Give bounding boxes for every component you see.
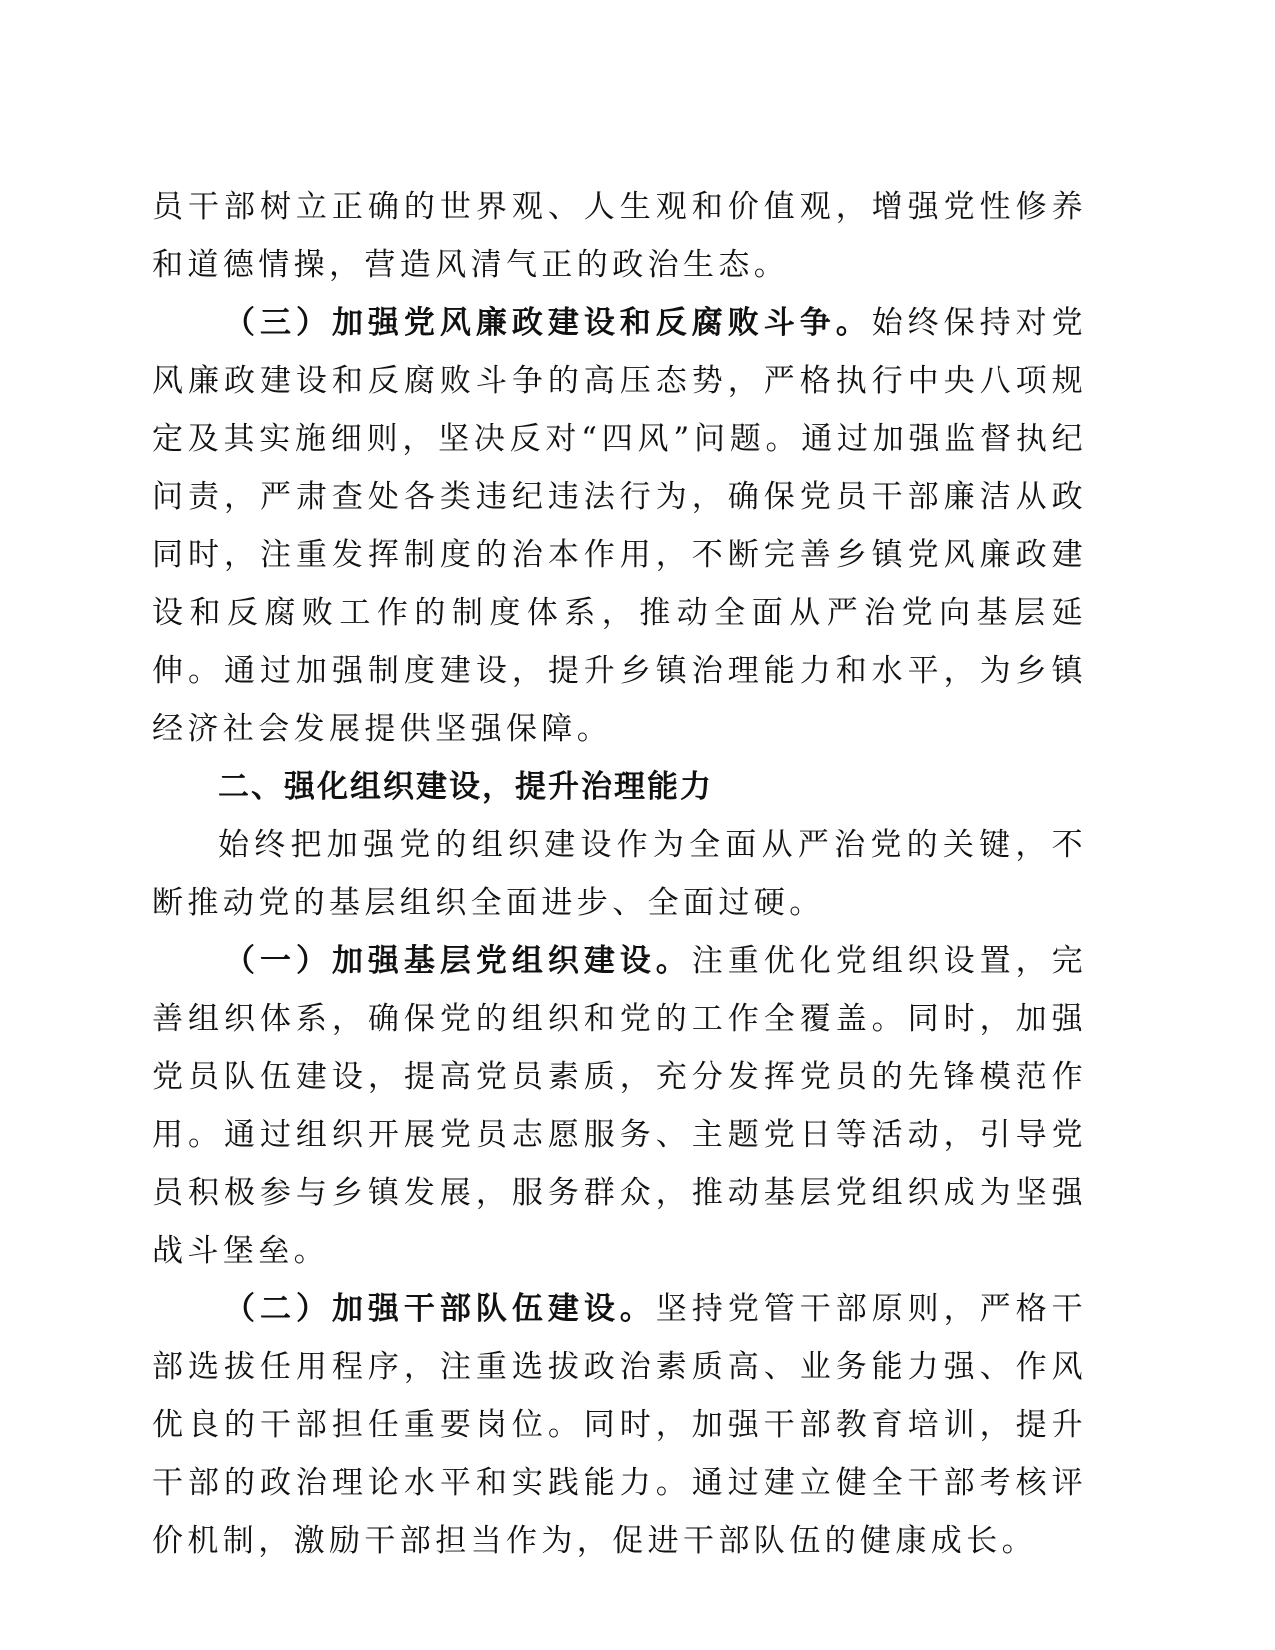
- section-1-3-body: 始终保持对党风廉政建设和反腐败斗争的高压态势，严格执行中央八项规定及其实施细则，坚决反对“四风”问题。通过加强监督执纪问责，严肃查处各类违纪违法行为，确保党员干部廉洁从政同时，注重发挥制度的治本作用，不断完善乡镇党风廉政建设和反腐败工作的制度体系，推动全面从严治党向基层延伸。通过加强制度建设，提升乡镇治理能力和水平，为乡镇经济社会发展提供坚强保障。: [152, 305, 1087, 747]
- paragraph-section-1-3: [152, 294, 1087, 758]
- section-2-1-body: 注重优化党组织设置，完善组织体系，确保党的组织和党的工作全覆盖。同时，加强党员队伍建设，提高党员素质，充分发挥党员的先锋模范作用。通过组织开展党员志愿服务、主题党日等活动，引导党员积极参与乡镇发展，服务群众，推动基层党组织成为坚强战斗堡垒。: [152, 943, 1088, 1269]
- paragraph-section-2-2: [152, 1280, 1087, 1570]
- heading-section-2: 二、强化组织建设，提升治理能力: [218, 769, 713, 805]
- document-body: [152, 178, 1087, 1570]
- section-2-1-title: （一）加强基层党组织建设。: [224, 943, 692, 979]
- section-2-2-body: 坚持党管干部原则，严格干部选拔任用程序，注重选拔政治素质高、业务能力强、作风优良的干部担任重要岗位。同时，加强干部教育培训，提升干部的政治理论水平和实践能力。通过建立健全干部考核评价机制，激励干部担当作为，促进干部队伍的健康成长。: [152, 1291, 1087, 1559]
- paragraph-section-2-1: [152, 932, 1087, 1280]
- section-1-3-title: （三）加强党风廉政建设和反腐败斗争。: [224, 305, 872, 341]
- paragraph-continued: 员干部树立正确的世界观、人生观和价值观，增强党性修养和道德情操，营造风清气正的政治生态。: [152, 189, 1087, 283]
- paragraph-section-2-intro: 始终把加强党的组织建设作为全面从严治党的关键，不断推动党的基层组织全面进步、全面过硬。: [152, 827, 1087, 921]
- section-2-2-title: （二）加强干部队伍建设。: [224, 1291, 656, 1327]
